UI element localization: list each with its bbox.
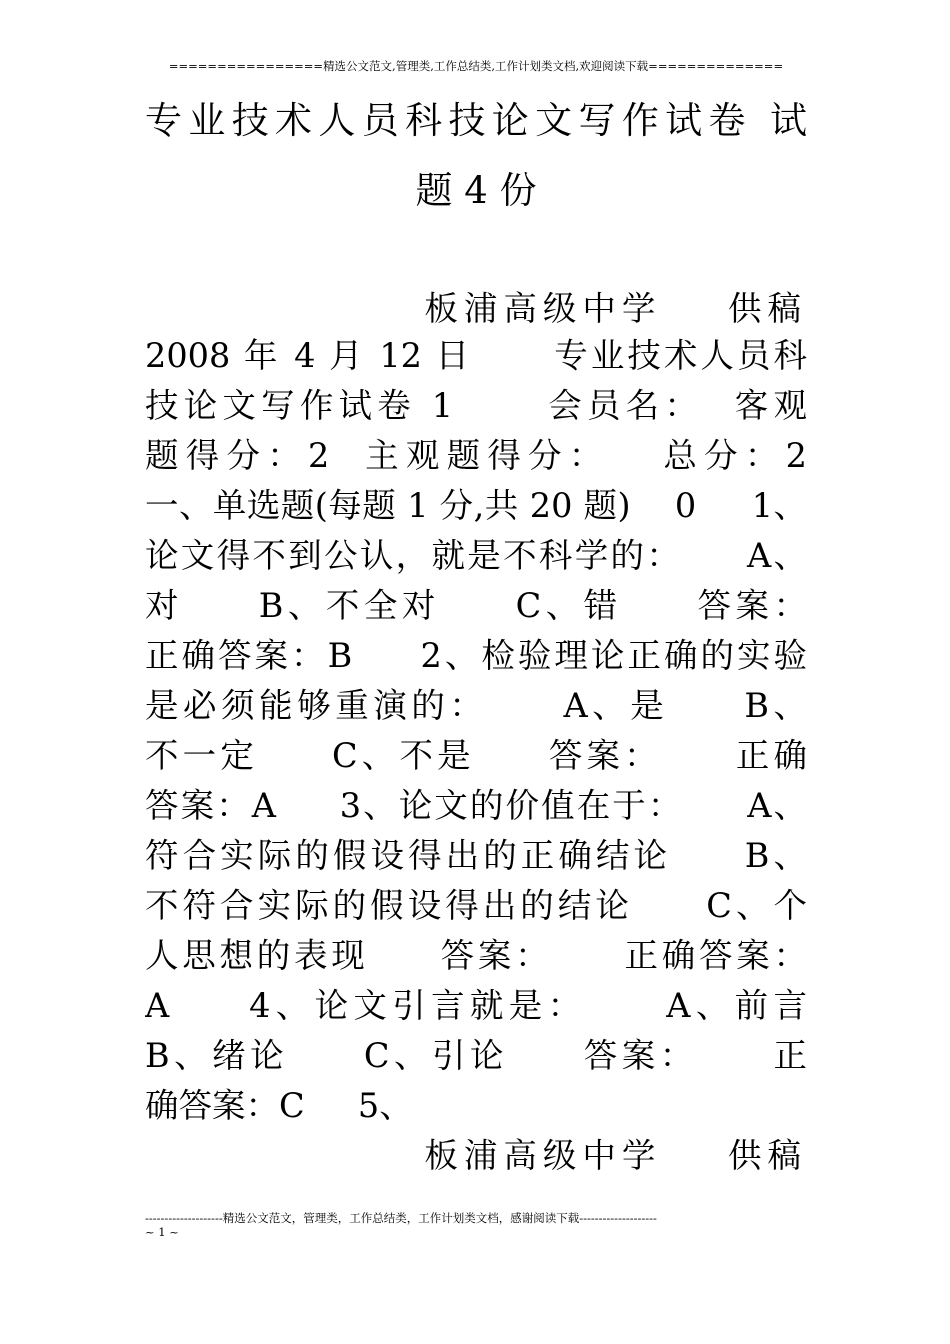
document-title-line-2: 题 4 份 bbox=[415, 169, 537, 212]
page-number: ~ 1 ~ bbox=[145, 1225, 179, 1239]
body-line: B、绪论 C、引论 答案： 正 bbox=[145, 1036, 807, 1075]
body-line: 不符合实际的假设得出的结论 C、个 bbox=[145, 886, 807, 925]
body-line: 不一定 C、不是 答案： 正确 bbox=[145, 736, 807, 775]
body-line: 技论文写作试卷 1 会员名： 客观 bbox=[145, 386, 807, 425]
header-banner: ================精选公文范文,管理类,工作总结类,工作计划类文档,欢迎阅读下载============== bbox=[168, 59, 784, 73]
body-line: 是必须能够重演的： A、是 B、 bbox=[145, 686, 807, 725]
body-line: 符合实际的假设得出的正确结论 B、 bbox=[145, 836, 807, 875]
body-line: 论文得不到公认，就是不科学的： A、 bbox=[145, 536, 807, 575]
body-line: 2008 年 4 月 12 日 专业技术人员科 bbox=[145, 336, 807, 375]
school-credit-bottom: 板浦高级中学 供稿 bbox=[424, 1136, 807, 1175]
document-title-line-1: 专业技术人员科技论文写作试卷 试 bbox=[145, 99, 807, 142]
body-line: 人思想的表现 答案： 正确答案： bbox=[145, 936, 807, 975]
body-line: A 4、论文引言就是： A、前言 bbox=[145, 986, 807, 1025]
body-line: 答案：A 3、论文的价值在于： A、 bbox=[145, 786, 807, 825]
school-credit-top: 板浦高级中学 供稿 bbox=[424, 289, 807, 328]
footer-banner: --------------------精选公文范文，管理类，工作总结类，工作计划类文档，感谢阅读下载-------------------- bbox=[145, 1211, 657, 1225]
body-line: 正确答案：B 2、检验理论正确的实验 bbox=[145, 636, 807, 675]
body-line: 对 B、不全对 C、错 答案： bbox=[145, 586, 807, 625]
body-line: 确答案：C 5、 bbox=[145, 1086, 413, 1125]
body-line: 一、单选题(每题 1 分,共 20 题) 0 1、 bbox=[145, 486, 807, 525]
body-line: 题得分：2 主观题得分： 总分：2 bbox=[145, 436, 807, 475]
